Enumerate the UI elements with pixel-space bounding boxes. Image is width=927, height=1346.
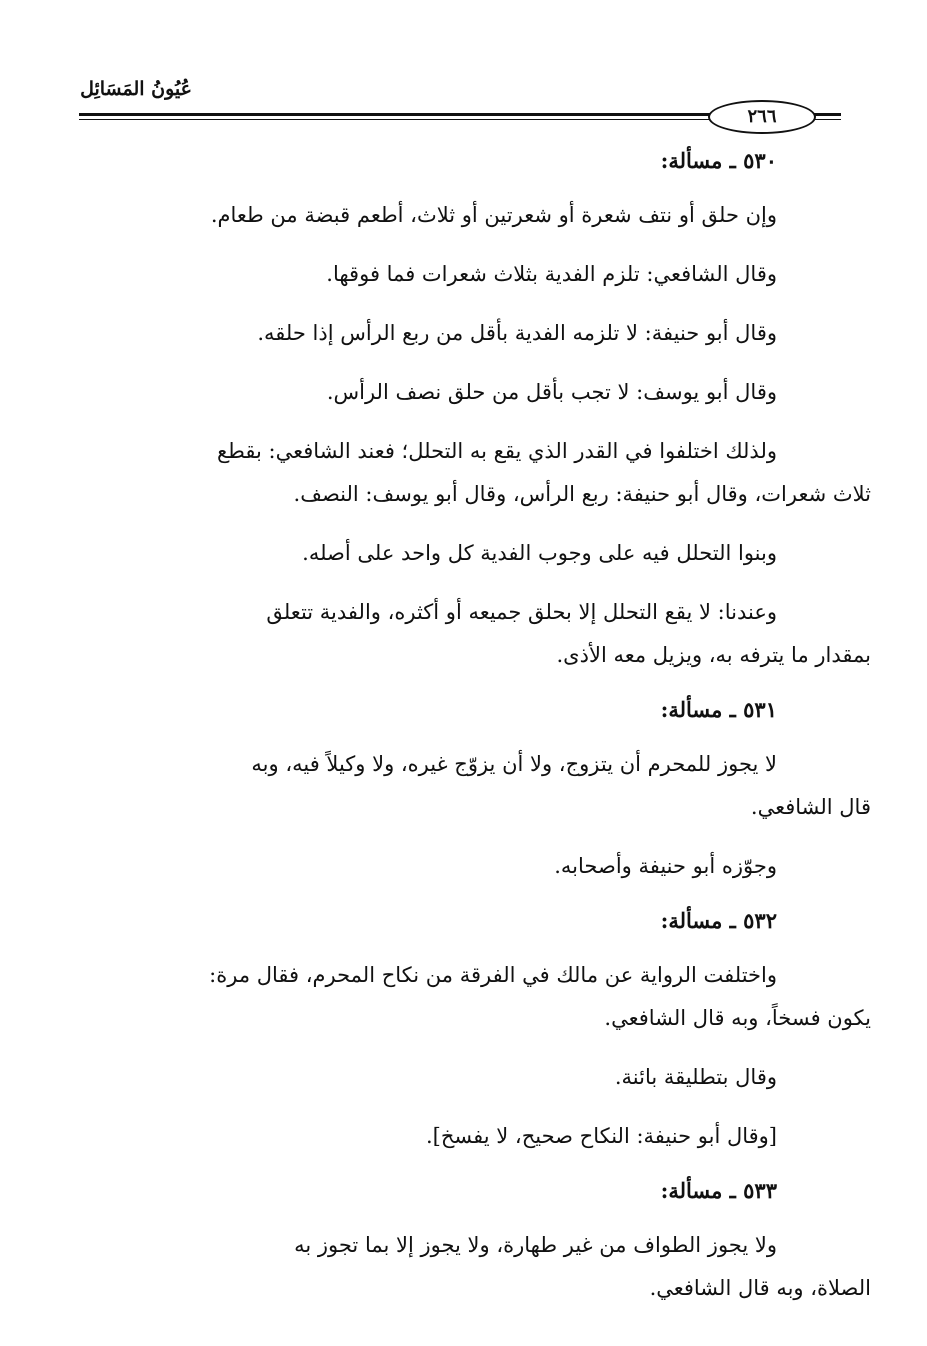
paragraph-line: وإن حلق أو نتف شعرة أو شعرتين أو ثلاث، أطعم قبضة من طعام.	[210, 203, 777, 227]
paragraph	[79, 1056, 839, 1099]
paragraph-line: وبنوا التحلل فيه على وجوب الفدية كل واحد على أصله.	[302, 541, 777, 565]
paragraph-line: ولا يجوز الطواف من غير طهارة، ولا يجوز إلا بما تجوز به	[294, 1233, 777, 1257]
paragraph-line: وعندنا: لا يقع التحلل إلا بحلق جميعه أو أكثره، والفدية تتعلق	[266, 600, 777, 624]
page-body	[79, 144, 871, 1326]
paragraph	[79, 1115, 839, 1158]
paragraph-continuation-line: بمقدار ما يترفه به، ويزيل معه الأذى.	[556, 643, 871, 667]
paragraph	[79, 194, 839, 237]
paragraph	[79, 954, 871, 1040]
paragraph-line: وقال أبو يوسف: لا تجب بأقل من حلق نصف الرأس.	[326, 380, 777, 404]
paragraph	[79, 532, 839, 575]
paragraph	[79, 253, 839, 296]
paragraph	[79, 1224, 871, 1310]
issue-heading: ٥٣١ ـ مسألة:	[660, 697, 777, 722]
paragraph-line: [وقال أبو حنيفة: النكاح صحيح، لا يفسخ].	[425, 1124, 777, 1148]
paragraph-line: وجوّزه أبو حنيفة وأصحابه.	[554, 854, 777, 878]
paragraph	[79, 371, 839, 414]
issue-heading: ٥٣٣ ـ مسألة:	[660, 1178, 777, 1203]
paragraph	[79, 591, 871, 677]
paragraph-line: واختلفت الرواية عن مالك في الفرقة من نكاح المحرم، فقال مرة:	[209, 963, 777, 987]
paragraph-line: ولذلك اختلفوا في القدر الذي يقع به التحلل؛ فعند الشافعي: بقطع	[217, 439, 777, 463]
page-number-badge: ٢٦٦	[708, 100, 816, 134]
paragraph-continuation-line: الصلاة، وبه قال الشافعي.	[649, 1276, 871, 1300]
paragraph-line: وقال بتطليقة بائنة.	[614, 1065, 777, 1089]
paragraph-line: وقال أبو حنيفة: لا تلزمه الفدية بأقل من ربع الرأس إذا حلقه.	[257, 321, 777, 345]
running-header-title: عُيُونُ المَسَائِل	[80, 78, 192, 100]
paragraph	[79, 845, 839, 888]
paragraph-line: وقال الشافعي: تلزم الفدية بثلاث شعرات فما فوقها.	[326, 262, 777, 286]
paragraph-line: لا يجوز للمحرم أن يتزوج، ولا أن يزوّج غيره، ولا وكيلاً فيه، وبه	[251, 752, 777, 776]
paragraph-continuation-line: قال الشافعي.	[750, 795, 871, 819]
paragraph	[79, 312, 839, 355]
paragraph	[79, 743, 871, 829]
paragraph-continuation-line: ثلاث شعرات، وقال أبو حنيفة: ربع الرأس، وقال أبو يوسف: النصف.	[293, 482, 871, 506]
issue-heading: ٥٣٢ ـ مسألة:	[660, 908, 777, 933]
issue-heading: ٥٣٠ ـ مسألة:	[660, 148, 777, 173]
paragraph-continuation-line: يكون فسخاً، وبه قال الشافعي.	[604, 1006, 871, 1030]
paragraph	[79, 430, 871, 516]
